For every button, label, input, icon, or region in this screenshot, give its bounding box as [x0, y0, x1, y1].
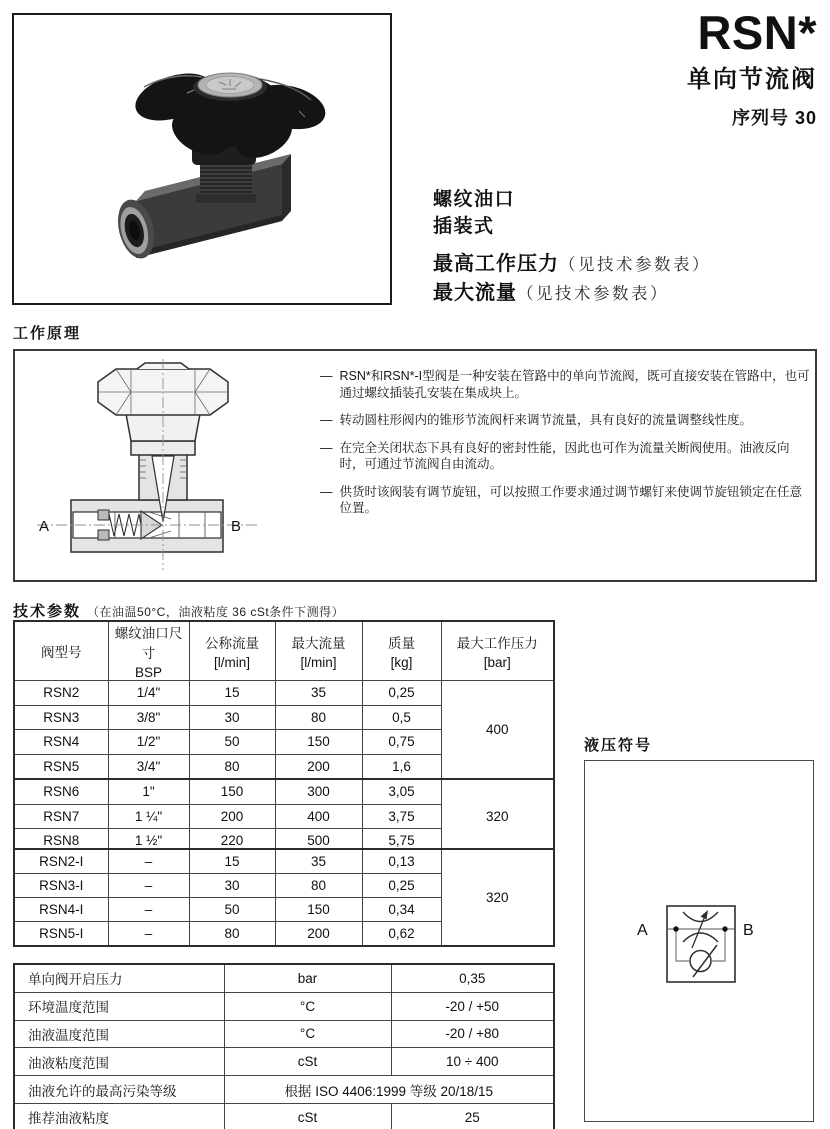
table-row — [14, 779, 554, 804]
cell-label: 单向阀开启压力 — [14, 964, 224, 992]
valve-product-photo — [14, 15, 386, 299]
cell: 35 — [275, 849, 362, 873]
cell: 3,05 — [362, 779, 441, 804]
table-row — [14, 1048, 554, 1076]
table-row — [14, 681, 554, 706]
cell: 80 — [189, 754, 275, 779]
general-params-table — [13, 963, 555, 1129]
cell: 0,25 — [362, 873, 441, 897]
cell-label: 油液允许的最高污染等级 — [14, 1076, 224, 1104]
cell: 0,5 — [362, 705, 441, 730]
cell: 3/4" — [108, 754, 189, 779]
cell: 3,75 — [362, 804, 441, 829]
feature-line: 螺纹油口 — [433, 189, 516, 210]
series-number: 序列号 30 — [731, 108, 817, 129]
valve-cross-section-drawing — [19, 354, 319, 576]
cell-max-pressure: 320 — [441, 779, 554, 854]
cell: 15 — [189, 849, 275, 873]
cell: 30 — [189, 705, 275, 730]
bullet-text: RSN*和RSN*-I型阀是一种安装在管路中的单向节流阀，既可直接安装在管路中，也可通过螺纹插装孔安装在集成块上。 — [339, 369, 810, 400]
cell: 1/4" — [108, 681, 189, 706]
cell: 80 — [275, 873, 362, 897]
cell-value: 25 — [391, 1103, 554, 1129]
table-row — [14, 964, 554, 992]
cell: 50 — [189, 730, 275, 755]
cell: 0,13 — [362, 849, 441, 873]
cell-value: -20 / +80 — [391, 1020, 554, 1048]
cell: RSN4 — [14, 730, 108, 755]
cell: RSN8 — [14, 829, 108, 854]
col-header: 最大流量 [l/min] — [275, 621, 362, 681]
tech-params-table — [13, 620, 555, 855]
cell-label: 油液粘度范围 — [14, 1048, 224, 1076]
cell: 0,75 — [362, 730, 441, 755]
cell: 150 — [275, 730, 362, 755]
cell: 30 — [189, 873, 275, 897]
feature-list — [433, 186, 515, 240]
cell: 1 ½" — [108, 829, 189, 854]
bullet-text: 转动圆柱形阀内的锥形节流阀杆来调节流量，具有良好的流量调整线性度。 — [339, 413, 753, 427]
bullet-dash: — — [320, 484, 333, 499]
table-row — [14, 992, 554, 1020]
bullet-text: 在完全关闭状态下具有良好的密封性能，因此也可作为流量关断阀使用。油液反向时，可通过节流阀自由流动。 — [339, 440, 790, 471]
cell: 0,62 — [362, 921, 441, 945]
table-row — [14, 1020, 554, 1048]
bullet-dash: — — [320, 369, 333, 383]
cell: 150 — [189, 779, 275, 804]
cell-merged-value: 根据 ISO 4406:1999 等级 20/18/15 — [224, 1076, 554, 1104]
cell: 400 — [275, 804, 362, 829]
cell: 200 — [275, 921, 362, 945]
cell: 200 — [275, 754, 362, 779]
cell: 0,25 — [362, 681, 441, 706]
cell: – — [108, 897, 189, 921]
port-b-label: B — [231, 518, 242, 535]
cell: 0,34 — [362, 897, 441, 921]
cell: 3/8" — [108, 705, 189, 730]
col-header: 质量 [kg] — [362, 621, 441, 681]
tech-params-heading — [13, 600, 344, 621]
spec-highlights — [433, 250, 711, 308]
table-row — [14, 1076, 554, 1104]
cell: 220 — [189, 829, 275, 854]
page-title: RSN* — [697, 6, 817, 59]
col-header: 公称流量 [l/min] — [189, 621, 275, 681]
list-item — [320, 484, 812, 517]
col-header: 最大工作压力 [bar] — [441, 621, 554, 681]
bullet-dash: — — [320, 413, 333, 427]
feature-line: 插装式 — [433, 216, 495, 237]
cell-unit: bar — [224, 964, 391, 992]
cell-value: 10 ÷ 400 — [391, 1048, 554, 1076]
cell-unit: °C — [224, 992, 391, 1020]
cell: RSN2 — [14, 681, 108, 706]
cell: – — [108, 849, 189, 873]
cell: RSN3-I — [14, 873, 108, 897]
cell: – — [108, 873, 189, 897]
cell: 80 — [275, 705, 362, 730]
product-subtitle: 单向节流阀 — [687, 66, 817, 94]
cell-unit: °C — [224, 1020, 391, 1048]
working-principle-panel — [13, 349, 817, 582]
cell: 1 ¼" — [108, 804, 189, 829]
cell: 5,75 — [362, 829, 441, 854]
cell: 1" — [108, 779, 189, 804]
col-header: 阀型号 — [14, 621, 108, 681]
hydraulic-symbol — [585, 761, 810, 1118]
port-a-label: A — [637, 922, 648, 939]
cell: 300 — [275, 779, 362, 804]
table-row — [14, 1103, 554, 1129]
cell-unit: cSt — [224, 1048, 391, 1076]
cell: 1,6 — [362, 754, 441, 779]
port-b-label: B — [743, 922, 754, 939]
cell: 150 — [275, 897, 362, 921]
list-item — [320, 368, 812, 401]
cell-max-pressure: 400 — [441, 681, 554, 780]
bullet-dash: — — [320, 440, 333, 455]
spec-label: 最大流量 — [433, 282, 517, 304]
cell-value: -20 / +50 — [391, 992, 554, 1020]
spec-label: 最高工作压力 — [433, 253, 559, 275]
product-photo-frame — [12, 13, 392, 305]
table-row — [14, 849, 554, 873]
tech-params-table-cartridge — [13, 848, 555, 947]
cell-unit: cSt — [224, 1103, 391, 1129]
bullet-text: 供货时该阀装有调节旋钮，可以按照工作要求通过调节螺钉来使调节旋钮锁定在任意位置。 — [339, 484, 803, 515]
cell-value: 0,35 — [391, 964, 554, 992]
cell: RSN4-I — [14, 897, 108, 921]
cell: RSN3 — [14, 705, 108, 730]
title-block — [687, 8, 817, 130]
hydraulic-symbol-panel — [584, 760, 814, 1122]
cell: 1/2" — [108, 730, 189, 755]
cell: RSN7 — [14, 804, 108, 829]
tech-params-condition-note: （在油温50°C，油液粘度 36 cSt条件下测得） — [87, 605, 345, 619]
spec-note: （见技术参数表） — [559, 256, 711, 274]
cell: – — [108, 921, 189, 945]
cell: RSN6 — [14, 779, 108, 804]
spec-note: （见技术参数表） — [517, 285, 669, 303]
cell: 15 — [189, 681, 275, 706]
cell: 80 — [189, 921, 275, 945]
cell: RSN2-I — [14, 849, 108, 873]
cell: 500 — [275, 829, 362, 854]
cell: 200 — [189, 804, 275, 829]
list-item — [320, 440, 812, 473]
port-a-label: A — [39, 518, 50, 535]
principle-bullets — [320, 368, 812, 528]
tech-params-title: 技术参数 — [13, 603, 82, 620]
col-header: 螺纹油口尺寸 BSP — [108, 621, 189, 681]
cell: 35 — [275, 681, 362, 706]
cell-label: 油液温度范围 — [14, 1020, 224, 1048]
spec-line — [433, 250, 711, 279]
cell: RSN5-I — [14, 921, 108, 945]
cell: RSN5 — [14, 754, 108, 779]
list-item — [320, 412, 812, 429]
working-principle-heading: 工作原理 — [13, 325, 82, 342]
cell: 50 — [189, 897, 275, 921]
cell-label: 推荐油液粘度 — [14, 1103, 224, 1129]
spec-line — [433, 279, 711, 308]
hydraulic-symbol-heading: 液压符号 — [584, 737, 653, 754]
cell-label: 环境温度范围 — [14, 992, 224, 1020]
table-header-row — [14, 621, 554, 681]
cell-max-pressure: 320 — [441, 849, 554, 946]
